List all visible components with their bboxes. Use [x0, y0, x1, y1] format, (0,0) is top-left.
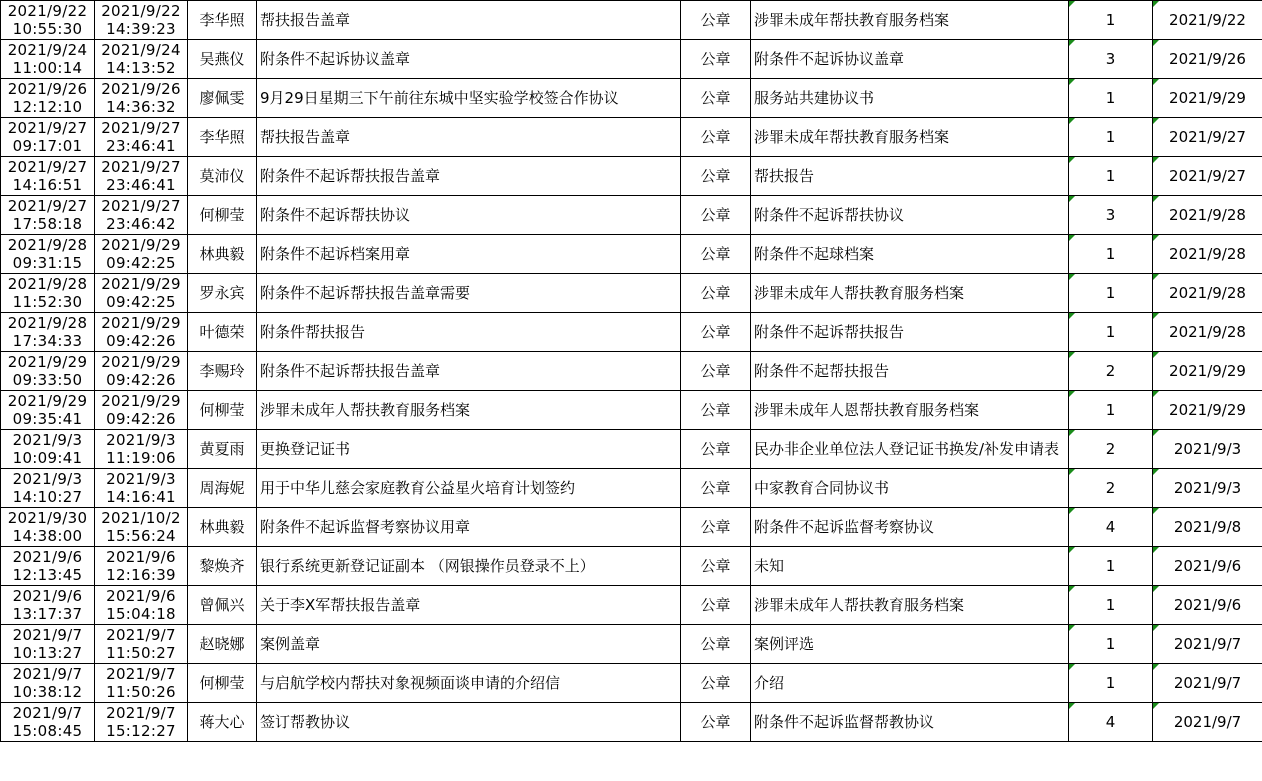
- table-row: [1, 586, 1262, 625]
- cell-use-date[interactable]: 2021/9/7: [1153, 703, 1262, 742]
- cell-document[interactable]: 附条件不起帮扶报告: [751, 352, 1069, 391]
- cell-time: 09:42:25: [106, 254, 176, 272]
- cell-use-date[interactable]: 2021/9/8: [1153, 508, 1262, 547]
- table-row: [1, 313, 1262, 352]
- cell-end-datetime[interactable]: [95, 430, 188, 469]
- cell-end-datetime[interactable]: [95, 703, 188, 742]
- cell-end-datetime[interactable]: [95, 1, 188, 40]
- cell-reason[interactable]: 帮扶报告盖章: [257, 1, 681, 40]
- cell-date: 2021/9/24: [101, 41, 181, 59]
- cell-end-datetime[interactable]: [95, 625, 188, 664]
- cell-count[interactable]: 2: [1069, 352, 1153, 391]
- cell-seal-type[interactable]: 公章: [681, 547, 751, 586]
- cell-date: 2021/9/30: [7, 509, 88, 527]
- cell-date: 2021/9/27: [7, 158, 88, 176]
- cell-time: 12:13:45: [12, 566, 83, 584]
- cell-date: 2021/9/3: [12, 431, 83, 449]
- cell-start-datetime[interactable]: [1, 469, 95, 508]
- table-row: [1, 430, 1262, 469]
- cell-count[interactable]: 1: [1069, 1, 1153, 40]
- table-row: [1, 274, 1262, 313]
- cell-count[interactable]: 1: [1069, 586, 1153, 625]
- cell-applicant[interactable]: 叶德荣: [188, 313, 257, 352]
- cell-date: 2021/9/27: [7, 197, 88, 215]
- cell-time: 14:38:00: [12, 527, 83, 545]
- cell-count[interactable]: 1: [1069, 274, 1153, 313]
- cell-count[interactable]: 4: [1069, 508, 1153, 547]
- cell-time: 14:13:52: [106, 59, 176, 77]
- cell-count[interactable]: 1: [1069, 118, 1153, 157]
- table-row: [1, 547, 1262, 586]
- cell-reason[interactable]: 附条件不起诉监督考察协议用章: [257, 508, 681, 547]
- cell-reason[interactable]: 附条件不起诉帮扶报告盖章: [257, 157, 681, 196]
- cell-count[interactable]: 1: [1069, 391, 1153, 430]
- cell-use-date[interactable]: 2021/9/22: [1153, 1, 1262, 40]
- cell-end-datetime[interactable]: [95, 313, 188, 352]
- cell-start-datetime[interactable]: [1, 586, 95, 625]
- cell-reason[interactable]: 附条件不起诉帮扶协议: [257, 196, 681, 235]
- cell-document[interactable]: 涉罪未成年人恩帮扶教育服务档案: [751, 391, 1069, 430]
- cell-use-date[interactable]: 2021/9/27: [1153, 118, 1262, 157]
- cell-document[interactable]: 涉罪未成年人帮扶教育服务档案: [751, 274, 1069, 313]
- cell-date: 2021/9/28: [7, 236, 88, 254]
- cell-use-date[interactable]: 2021/9/29: [1153, 352, 1262, 391]
- cell-count[interactable]: 2: [1069, 469, 1153, 508]
- cell-reason[interactable]: 用于中华儿慈会家庭教育公益星火培育计划签约: [257, 469, 681, 508]
- cell-applicant[interactable]: 何柳莹: [188, 391, 257, 430]
- table-row: [1, 1, 1262, 40]
- cell-time: 13:17:37: [12, 605, 83, 623]
- cell-time: 14:10:27: [12, 488, 83, 506]
- cell-seal-type[interactable]: 公章: [681, 508, 751, 547]
- cell-seal-type[interactable]: 公章: [681, 469, 751, 508]
- cell-document[interactable]: 涉罪未成年人帮扶教育服务档案: [751, 586, 1069, 625]
- cell-end-datetime[interactable]: [95, 586, 188, 625]
- cell-time: 09:17:01: [12, 137, 83, 155]
- cell-seal-type[interactable]: 公章: [681, 430, 751, 469]
- cell-date: 2021/9/7: [12, 665, 83, 683]
- cell-date: 2021/9/29: [7, 392, 88, 410]
- cell-start-datetime[interactable]: [1, 508, 95, 547]
- cell-count[interactable]: 2: [1069, 430, 1153, 469]
- cell-start-datetime[interactable]: [1, 118, 95, 157]
- table-row: [1, 391, 1262, 430]
- cell-time: 10:38:12: [12, 683, 83, 701]
- cell-document[interactable]: 附条件不起诉协议盖章: [751, 40, 1069, 79]
- cell-document[interactable]: 涉罪未成年帮扶教育服务档案: [751, 1, 1069, 40]
- cell-count[interactable]: 1: [1069, 235, 1153, 274]
- cell-date: 2021/9/6: [106, 587, 176, 605]
- cell-applicant[interactable]: 李华照: [188, 118, 257, 157]
- cell-seal-type[interactable]: 公章: [681, 235, 751, 274]
- cell-start-datetime[interactable]: [1, 1, 95, 40]
- cell-time: 10:13:27: [12, 644, 83, 662]
- cell-time: 14:36:32: [106, 98, 176, 116]
- cell-time: 09:42:26: [106, 332, 176, 350]
- cell-document[interactable]: 附条件不起诉帮扶报告: [751, 313, 1069, 352]
- cell-end-datetime[interactable]: [95, 352, 188, 391]
- cell-document[interactable]: 介绍: [751, 664, 1069, 703]
- table-row: [1, 40, 1262, 79]
- cell-date: 2021/9/6: [12, 587, 83, 605]
- cell-applicant[interactable]: 李华照: [188, 1, 257, 40]
- cell-applicant[interactable]: 曾佩兴: [188, 586, 257, 625]
- cell-reason[interactable]: 签订帮教协议: [257, 703, 681, 742]
- cell-date: 2021/10/2: [101, 509, 181, 527]
- cell-seal-type[interactable]: 公章: [681, 79, 751, 118]
- cell-date: 2021/9/24: [7, 41, 88, 59]
- cell-document[interactable]: 服务站共建协议书: [751, 79, 1069, 118]
- cell-time: 11:00:14: [12, 59, 83, 77]
- cell-date: 2021/9/7: [12, 704, 83, 722]
- cell-use-date[interactable]: 2021/9/29: [1153, 391, 1262, 430]
- cell-document[interactable]: 案例评选: [751, 625, 1069, 664]
- cell-date: 2021/9/7: [106, 665, 176, 683]
- cell-applicant[interactable]: 赵晓娜: [188, 625, 257, 664]
- cell-use-date[interactable]: 2021/9/3: [1153, 430, 1262, 469]
- cell-start-datetime[interactable]: [1, 547, 95, 586]
- cell-seal-type[interactable]: 公章: [681, 391, 751, 430]
- cell-time: 23:46:41: [106, 176, 176, 194]
- cell-date: 2021/9/22: [7, 2, 88, 20]
- cell-end-datetime[interactable]: [95, 196, 188, 235]
- cell-end-datetime[interactable]: [95, 508, 188, 547]
- cell-start-datetime[interactable]: [1, 313, 95, 352]
- cell-use-date[interactable]: 2021/9/28: [1153, 235, 1262, 274]
- cell-use-date[interactable]: 2021/9/26: [1153, 40, 1262, 79]
- cell-time: 23:46:42: [106, 215, 176, 233]
- cell-time: 15:12:27: [106, 722, 176, 740]
- cell-date: 2021/9/29: [101, 314, 181, 332]
- cell-document[interactable]: 附条件不起诉监督帮教协议: [751, 703, 1069, 742]
- cell-seal-type[interactable]: 公章: [681, 586, 751, 625]
- cell-start-datetime[interactable]: [1, 703, 95, 742]
- cell-start-datetime[interactable]: [1, 391, 95, 430]
- table-row: [1, 196, 1262, 235]
- cell-start-datetime[interactable]: [1, 196, 95, 235]
- cell-reason[interactable]: 关于李X军帮扶报告盖章: [257, 586, 681, 625]
- cell-date: 2021/9/6: [106, 548, 176, 566]
- cell-document[interactable]: 中家教育合同协议书: [751, 469, 1069, 508]
- cell-date: 2021/9/29: [7, 353, 88, 371]
- cell-applicant[interactable]: 何柳莹: [188, 664, 257, 703]
- cell-time: 11:50:26: [106, 683, 176, 701]
- cell-reason[interactable]: 附条件不起诉帮扶报告盖章: [257, 352, 681, 391]
- cell-count[interactable]: 1: [1069, 79, 1153, 118]
- table-row: [1, 625, 1262, 664]
- cell-applicant[interactable]: 廖佩雯: [188, 79, 257, 118]
- cell-document[interactable]: 附条件不起球档案: [751, 235, 1069, 274]
- cell-time: 09:42:26: [106, 410, 176, 428]
- cell-seal-type[interactable]: 公章: [681, 703, 751, 742]
- cell-reason[interactable]: 涉罪未成年人帮扶教育服务档案: [257, 391, 681, 430]
- cell-count[interactable]: 1: [1069, 547, 1153, 586]
- cell-time: 11:19:06: [106, 449, 176, 467]
- cell-time: 10:09:41: [12, 449, 83, 467]
- cell-date: 2021/9/27: [101, 197, 181, 215]
- cell-seal-type[interactable]: 公章: [681, 196, 751, 235]
- cell-date: 2021/9/27: [7, 119, 88, 137]
- cell-applicant[interactable]: 林典毅: [188, 508, 257, 547]
- cell-time: 09:42:26: [106, 371, 176, 389]
- cell-time: 14:39:23: [106, 20, 176, 38]
- cell-applicant[interactable]: 莫沛仪: [188, 157, 257, 196]
- cell-date: 2021/9/27: [101, 119, 181, 137]
- cell-time: 10:55:30: [12, 20, 83, 38]
- cell-start-datetime[interactable]: [1, 352, 95, 391]
- cell-date: 2021/9/7: [106, 626, 176, 644]
- cell-seal-type[interactable]: 公章: [681, 664, 751, 703]
- cell-use-date[interactable]: 2021/9/6: [1153, 586, 1262, 625]
- cell-end-datetime[interactable]: [95, 664, 188, 703]
- cell-start-datetime[interactable]: [1, 157, 95, 196]
- cell-date: 2021/9/7: [12, 626, 83, 644]
- cell-document[interactable]: 附条件不起诉监督考察协议: [751, 508, 1069, 547]
- cell-use-date[interactable]: 2021/9/6: [1153, 547, 1262, 586]
- cell-use-date[interactable]: 2021/9/28: [1153, 196, 1262, 235]
- cell-time: 11:52:30: [12, 293, 83, 311]
- cell-time: 14:16:41: [106, 488, 176, 506]
- cell-document[interactable]: 未知: [751, 547, 1069, 586]
- cell-date: 2021/9/22: [101, 2, 181, 20]
- table-row: [1, 157, 1262, 196]
- cell-seal-type[interactable]: 公章: [681, 40, 751, 79]
- cell-end-datetime[interactable]: [95, 274, 188, 313]
- cell-date: 2021/9/29: [101, 353, 181, 371]
- cell-start-datetime[interactable]: [1, 274, 95, 313]
- cell-end-datetime[interactable]: [95, 235, 188, 274]
- cell-date: 2021/9/3: [106, 431, 176, 449]
- cell-end-datetime[interactable]: [95, 79, 188, 118]
- cell-time: 09:42:25: [106, 293, 176, 311]
- cell-use-date[interactable]: 2021/9/29: [1153, 79, 1262, 118]
- cell-document[interactable]: 民办非企业单位法人登记证书换发/补发申请表: [751, 430, 1069, 469]
- cell-use-date[interactable]: 2021/9/28: [1153, 313, 1262, 352]
- cell-seal-type[interactable]: 公章: [681, 313, 751, 352]
- cell-document[interactable]: 帮扶报告: [751, 157, 1069, 196]
- cell-reason[interactable]: 9月29日星期三下午前往东城中坚实验学校签合作协议: [257, 79, 681, 118]
- cell-date: 2021/9/28: [7, 314, 88, 332]
- cell-reason[interactable]: 附条件不起诉协议盖章: [257, 40, 681, 79]
- cell-end-datetime[interactable]: [95, 118, 188, 157]
- cell-count[interactable]: 3: [1069, 40, 1153, 79]
- cell-count[interactable]: 1: [1069, 313, 1153, 352]
- cell-use-date[interactable]: 2021/9/27: [1153, 157, 1262, 196]
- table-row: [1, 469, 1262, 508]
- cell-count[interactable]: 1: [1069, 157, 1153, 196]
- cell-reason[interactable]: 与启航学校内帮扶对象视频面谈申请的介绍信: [257, 664, 681, 703]
- cell-date: 2021/9/7: [106, 704, 176, 722]
- cell-applicant[interactable]: 黎焕齐: [188, 547, 257, 586]
- cell-use-date[interactable]: 2021/9/28: [1153, 274, 1262, 313]
- cell-date: 2021/9/3: [106, 470, 176, 488]
- cell-time: 23:46:41: [106, 137, 176, 155]
- cell-seal-type[interactable]: 公章: [681, 157, 751, 196]
- cell-seal-type[interactable]: 公章: [681, 625, 751, 664]
- cell-date: 2021/9/29: [101, 236, 181, 254]
- cell-date: 2021/9/27: [101, 158, 181, 176]
- cell-start-datetime[interactable]: [1, 430, 95, 469]
- table-row: [1, 352, 1262, 391]
- cell-use-date[interactable]: 2021/9/7: [1153, 625, 1262, 664]
- cell-end-datetime[interactable]: [95, 40, 188, 79]
- cell-seal-type[interactable]: 公章: [681, 118, 751, 157]
- cell-end-datetime[interactable]: [95, 157, 188, 196]
- cell-time: 09:35:41: [12, 410, 83, 428]
- cell-applicant[interactable]: 吴燕仪: [188, 40, 257, 79]
- cell-document[interactable]: 附条件不起诉帮扶协议: [751, 196, 1069, 235]
- cell-count[interactable]: 4: [1069, 703, 1153, 742]
- table-row: [1, 79, 1262, 118]
- cell-seal-type[interactable]: 公章: [681, 1, 751, 40]
- cell-reason[interactable]: 附条件不起诉帮扶报告盖章需要: [257, 274, 681, 313]
- cell-time: 15:08:45: [12, 722, 83, 740]
- cell-time: 09:31:15: [12, 254, 83, 272]
- cell-date: 2021/9/29: [101, 275, 181, 293]
- cell-start-datetime[interactable]: [1, 664, 95, 703]
- cell-end-datetime[interactable]: [95, 469, 188, 508]
- cell-start-datetime[interactable]: [1, 79, 95, 118]
- cell-date: 2021/9/28: [7, 275, 88, 293]
- cell-count[interactable]: 1: [1069, 664, 1153, 703]
- table-row: [1, 508, 1262, 547]
- cell-date: 2021/9/26: [101, 80, 181, 98]
- cell-date: 2021/9/29: [101, 392, 181, 410]
- cell-applicant[interactable]: 罗永宾: [188, 274, 257, 313]
- cell-reason[interactable]: 帮扶报告盖章: [257, 118, 681, 157]
- cell-applicant[interactable]: 黄夏雨: [188, 430, 257, 469]
- cell-use-date[interactable]: 2021/9/3: [1153, 469, 1262, 508]
- cell-seal-type[interactable]: 公章: [681, 352, 751, 391]
- cell-end-datetime[interactable]: [95, 391, 188, 430]
- cell-time: 15:04:18: [106, 605, 176, 623]
- cell-start-datetime[interactable]: [1, 625, 95, 664]
- cell-count[interactable]: 3: [1069, 196, 1153, 235]
- cell-applicant[interactable]: 李赐玲: [188, 352, 257, 391]
- cell-time: 12:16:39: [106, 566, 176, 584]
- cell-time: 15:56:24: [106, 527, 176, 545]
- table-row: [1, 118, 1262, 157]
- table-row: [1, 664, 1262, 703]
- table-body: [1, 1, 1262, 742]
- cell-end-datetime[interactable]: [95, 547, 188, 586]
- cell-date: 2021/9/26: [7, 80, 88, 98]
- cell-applicant[interactable]: 周海妮: [188, 469, 257, 508]
- cell-reason[interactable]: 更换登记证书: [257, 430, 681, 469]
- cell-document[interactable]: 涉罪未成年帮扶教育服务档案: [751, 118, 1069, 157]
- cell-use-date[interactable]: 2021/9/7: [1153, 664, 1262, 703]
- table-row: [1, 235, 1262, 274]
- cell-date: 2021/9/3: [12, 470, 83, 488]
- cell-time: 12:12:10: [12, 98, 83, 116]
- cell-applicant[interactable]: 何柳莹: [188, 196, 257, 235]
- table-row: [1, 703, 1262, 742]
- cell-applicant[interactable]: 蒋大心: [188, 703, 257, 742]
- cell-reason[interactable]: 案例盖章: [257, 625, 681, 664]
- cell-time: 11:50:27: [106, 644, 176, 662]
- cell-start-datetime[interactable]: [1, 40, 95, 79]
- cell-date: 2021/9/6: [12, 548, 83, 566]
- cell-seal-type[interactable]: 公章: [681, 274, 751, 313]
- cell-reason[interactable]: 附条件不起诉档案用章: [257, 235, 681, 274]
- cell-count[interactable]: 1: [1069, 625, 1153, 664]
- cell-time: 09:33:50: [12, 371, 83, 389]
- cell-applicant[interactable]: 林典毅: [188, 235, 257, 274]
- cell-time: 17:58:18: [12, 215, 83, 233]
- cell-start-datetime[interactable]: [1, 235, 95, 274]
- cell-time: 14:16:51: [12, 176, 83, 194]
- cell-reason[interactable]: 附条件帮扶报告: [257, 313, 681, 352]
- cell-time: 17:34:33: [12, 332, 83, 350]
- cell-reason[interactable]: 银行系统更新登记证副本 （网银操作员登录不上）: [257, 547, 681, 586]
